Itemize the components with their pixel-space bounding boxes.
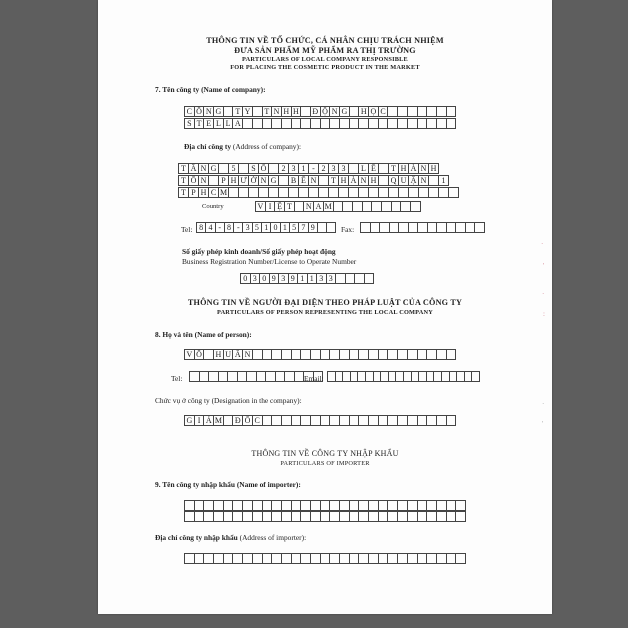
char-box[interactable]: S — [248, 163, 259, 174]
char-box[interactable]: 1 — [298, 163, 309, 174]
char-box[interactable]: N — [418, 163, 429, 174]
char-box[interactable]: 0 — [259, 273, 270, 284]
char-box[interactable]: 8 — [224, 222, 234, 233]
char-box[interactable]: 1 — [297, 273, 308, 284]
char-box[interactable]: 1 — [438, 175, 449, 186]
char-box[interactable] — [364, 273, 375, 284]
scan-speck: : — [543, 310, 544, 318]
char-box[interactable]: Ọ — [368, 106, 379, 117]
char-box[interactable]: Ờ — [248, 175, 259, 186]
char-box[interactable]: L — [358, 163, 369, 174]
char-box[interactable]: T — [178, 175, 189, 186]
char-box[interactable]: H — [291, 106, 302, 117]
char-box[interactable]: N — [242, 349, 253, 360]
char-box[interactable]: T — [388, 163, 399, 174]
char-box[interactable]: A — [313, 201, 324, 212]
title-line: FOR PLACING THE COSMETIC PRODUCT IN THE MARKET — [230, 63, 420, 71]
char-box[interactable]: Ế — [298, 175, 309, 186]
char-box[interactable]: C — [378, 106, 389, 117]
designation-label: Chức vụ ở công ty (Designation in the company): — [155, 396, 302, 405]
char-box[interactable]: H — [338, 175, 349, 186]
char-box[interactable]: N — [258, 175, 269, 186]
char-box[interactable]: V — [255, 201, 266, 212]
char-box[interactable] — [474, 222, 485, 233]
char-box[interactable]: P — [218, 175, 229, 186]
char-box[interactable] — [471, 371, 480, 382]
company-name-row-1[interactable] — [184, 106, 455, 117]
company-tel-label: Tel: — [181, 225, 193, 234]
title-line: ĐƯA SẢN PHẨM MỸ PHẨM RA THỊ TRƯỜNG — [234, 45, 416, 55]
char-box[interactable]: T — [262, 106, 273, 117]
char-box[interactable]: T — [178, 187, 189, 198]
person-name-label: 8. Họ và tên (Name of person): — [155, 330, 252, 339]
char-box[interactable] — [446, 349, 457, 360]
char-box[interactable]: Ê — [368, 163, 379, 174]
char-box[interactable]: H — [228, 175, 239, 186]
char-box[interactable] — [326, 222, 336, 233]
char-box[interactable]: 9 — [269, 273, 280, 284]
char-box[interactable]: 0 — [270, 222, 280, 233]
char-box[interactable]: - — [308, 163, 319, 174]
char-box[interactable]: 9 — [308, 222, 318, 233]
char-box[interactable]: 3 — [250, 273, 261, 284]
char-box[interactable]: Đ — [232, 415, 243, 426]
char-box[interactable]: 5 — [228, 163, 239, 174]
section-title-company-vi — [98, 36, 552, 55]
char-box[interactable]: À — [408, 163, 419, 174]
char-box[interactable]: G — [208, 163, 219, 174]
company-address-row-2[interactable] — [178, 175, 448, 186]
char-box[interactable]: I — [265, 201, 276, 212]
person-tel-field[interactable] — [189, 371, 322, 382]
char-box[interactable]: 5 — [289, 222, 299, 233]
char-box[interactable]: 2 — [318, 163, 329, 174]
char-box[interactable]: H — [281, 106, 292, 117]
char-box[interactable]: S — [184, 118, 195, 129]
char-box[interactable]: G — [339, 106, 350, 117]
person-name-field[interactable] — [184, 349, 455, 360]
company-fax-field[interactable] — [360, 222, 484, 233]
char-box[interactable]: T — [232, 106, 243, 117]
char-box[interactable] — [455, 511, 466, 522]
char-box[interactable]: Ầ — [188, 163, 199, 174]
importer-address-label: Địa chỉ công ty nhập khẩu (Address of importer): — [155, 533, 307, 542]
char-box[interactable]: T — [194, 118, 205, 129]
char-box[interactable]: U — [223, 349, 234, 360]
char-box[interactable]: N — [303, 201, 314, 212]
person-tel-label: Tel: — [171, 374, 183, 383]
char-box[interactable]: M — [219, 188, 228, 197]
char-box[interactable] — [446, 118, 457, 129]
char-box[interactable]: N — [198, 163, 209, 174]
section-title-representative-vi: THÔNG TIN VỀ NGƯỜI ĐẠI DIỆN THEO PHÁP LUẬT CỦA CÔNG TY — [187, 298, 463, 307]
char-box[interactable]: 1 — [261, 222, 271, 233]
char-box[interactable]: Ộ — [320, 106, 331, 117]
importer-name-row-2[interactable] — [184, 511, 465, 522]
char-box[interactable]: G — [184, 415, 195, 426]
title-line: THÔNG TIN VỀ TỔ CHỨC, CÁ NHÂN CHỊU TRÁCH NHIỆM — [206, 36, 444, 45]
section-title-importer-en: PARTICULARS OF IMPORTER — [280, 460, 370, 467]
char-box[interactable]: G — [268, 175, 279, 186]
char-box[interactable]: E — [203, 118, 214, 129]
char-box[interactable]: Ố — [242, 415, 253, 426]
license-number-field[interactable] — [240, 273, 373, 284]
importer-address-field[interactable] — [184, 553, 465, 564]
char-box[interactable]: H — [198, 187, 209, 198]
char-box[interactable]: 3 — [328, 163, 339, 174]
char-box[interactable]: U — [398, 175, 409, 186]
char-box[interactable] — [446, 415, 457, 426]
char-box[interactable]: H — [213, 349, 224, 360]
char-box[interactable]: T — [328, 175, 339, 186]
char-box[interactable] — [455, 500, 466, 511]
person-email-field[interactable] — [327, 371, 479, 382]
char-box[interactable]: Õ — [194, 349, 205, 360]
importer-name-row-1[interactable] — [184, 500, 465, 511]
char-box[interactable]: 1 — [280, 222, 290, 233]
section-title-representative-en: PARTICULARS OF PERSON REPRESENTING THE LOCAL COMPANY — [216, 309, 434, 316]
char-box[interactable]: À — [348, 175, 359, 186]
char-box[interactable]: B — [288, 175, 299, 186]
char-box[interactable]: 7 — [298, 222, 308, 233]
char-box[interactable]: 2 — [278, 163, 289, 174]
char-box[interactable]: N — [271, 106, 282, 117]
company-address-label: Địa chỉ công ty (Address of company): — [184, 142, 302, 151]
company-address-row-1[interactable] — [178, 163, 438, 174]
scan-speck: · — [541, 240, 543, 248]
company-name-row-2[interactable] — [184, 118, 455, 129]
char-box[interactable]: Ố — [258, 163, 269, 174]
section-title-importer-vi: THÔNG TIN VỀ CÔNG TY NHẬP KHẨU — [251, 449, 399, 458]
char-box[interactable]: C — [252, 415, 263, 426]
char-box[interactable]: T — [178, 163, 189, 174]
company-name-label: 7. Tên công ty (Name of company): — [155, 85, 266, 94]
char-box[interactable]: Ô — [194, 106, 205, 117]
char-box[interactable]: 3 — [278, 273, 289, 284]
char-box[interactable]: 3 — [338, 163, 349, 174]
char-box[interactable]: Ô — [188, 175, 199, 186]
char-box[interactable]: 3 — [326, 273, 337, 284]
char-box[interactable]: N — [358, 175, 369, 186]
country-field[interactable] — [255, 201, 420, 212]
char-box[interactable]: P — [188, 187, 199, 198]
char-box[interactable]: Ậ — [408, 175, 419, 186]
char-box[interactable]: Y — [242, 106, 253, 117]
char-box[interactable] — [448, 187, 459, 198]
char-box[interactable]: 3 — [316, 273, 327, 284]
char-box[interactable]: N — [308, 175, 319, 186]
char-box[interactable] — [410, 201, 421, 212]
country-label: Country — [202, 203, 224, 210]
char-box[interactable]: H — [358, 106, 369, 117]
person-email-label: Email: — [304, 374, 324, 383]
char-box[interactable]: V — [184, 349, 195, 360]
company-fax-label: Fax: — [341, 225, 355, 234]
char-box[interactable]: H — [398, 163, 409, 174]
char-box[interactable]: 4 — [205, 222, 215, 233]
section-title-company-en — [98, 56, 552, 71]
char-box[interactable]: N — [418, 175, 429, 186]
license-label-vi: Số giấy phép kinh doanh/Số giấy phép hoạt động — [182, 247, 336, 256]
char-box[interactable]: N — [329, 106, 340, 117]
char-box[interactable]: H — [428, 163, 439, 174]
char-box[interactable]: 0 — [240, 273, 251, 284]
char-box[interactable]: 3 — [242, 222, 252, 233]
char-box[interactable]: Q — [388, 175, 399, 186]
char-box[interactable]: 9 — [288, 273, 299, 284]
char-box[interactable]: M — [324, 202, 332, 211]
char-box[interactable]: N — [203, 106, 214, 117]
char-box[interactable]: 3 — [288, 163, 299, 174]
char-box[interactable]: L — [213, 118, 224, 129]
importer-name-label: 9. Tên công ty nhập khẩu (Name of importer): — [155, 480, 301, 489]
char-box[interactable]: C — [184, 106, 195, 117]
char-box[interactable]: 1 — [307, 273, 318, 284]
scan-speck: · — [542, 400, 544, 408]
char-box[interactable]: N — [198, 175, 209, 186]
char-box[interactable]: Á — [203, 415, 214, 426]
char-box[interactable]: Đ — [310, 106, 321, 117]
char-box[interactable]: H — [368, 175, 379, 186]
char-box[interactable]: L — [223, 118, 234, 129]
char-box[interactable]: Ệ — [274, 201, 285, 212]
char-box[interactable]: I — [194, 415, 205, 426]
char-box[interactable]: T — [284, 201, 295, 212]
form-page — [98, 0, 552, 614]
char-box[interactable]: Ư — [238, 175, 249, 186]
char-box[interactable]: C — [208, 187, 219, 198]
char-box[interactable]: - — [233, 222, 243, 233]
char-box[interactable]: 8 — [196, 222, 206, 233]
license-label-en: Business Registration Number/License to Operate Number — [182, 257, 357, 266]
company-tel-field[interactable] — [196, 222, 335, 233]
char-box[interactable] — [455, 553, 466, 564]
char-box[interactable]: - — [215, 222, 225, 233]
designation-field[interactable] — [184, 415, 455, 426]
char-box[interactable] — [446, 106, 457, 117]
char-box[interactable]: 5 — [252, 222, 262, 233]
company-address-row-3[interactable] — [178, 187, 458, 198]
char-box[interactable]: Â — [232, 349, 243, 360]
char-box[interactable]: M — [214, 416, 222, 425]
char-box[interactable]: G — [213, 106, 224, 117]
title-line: PARTICULARS OF LOCAL COMPANY RESPONSIBLE — [242, 56, 408, 63]
scan-speck: · — [542, 290, 544, 298]
char-box[interactable]: A — [232, 118, 243, 129]
